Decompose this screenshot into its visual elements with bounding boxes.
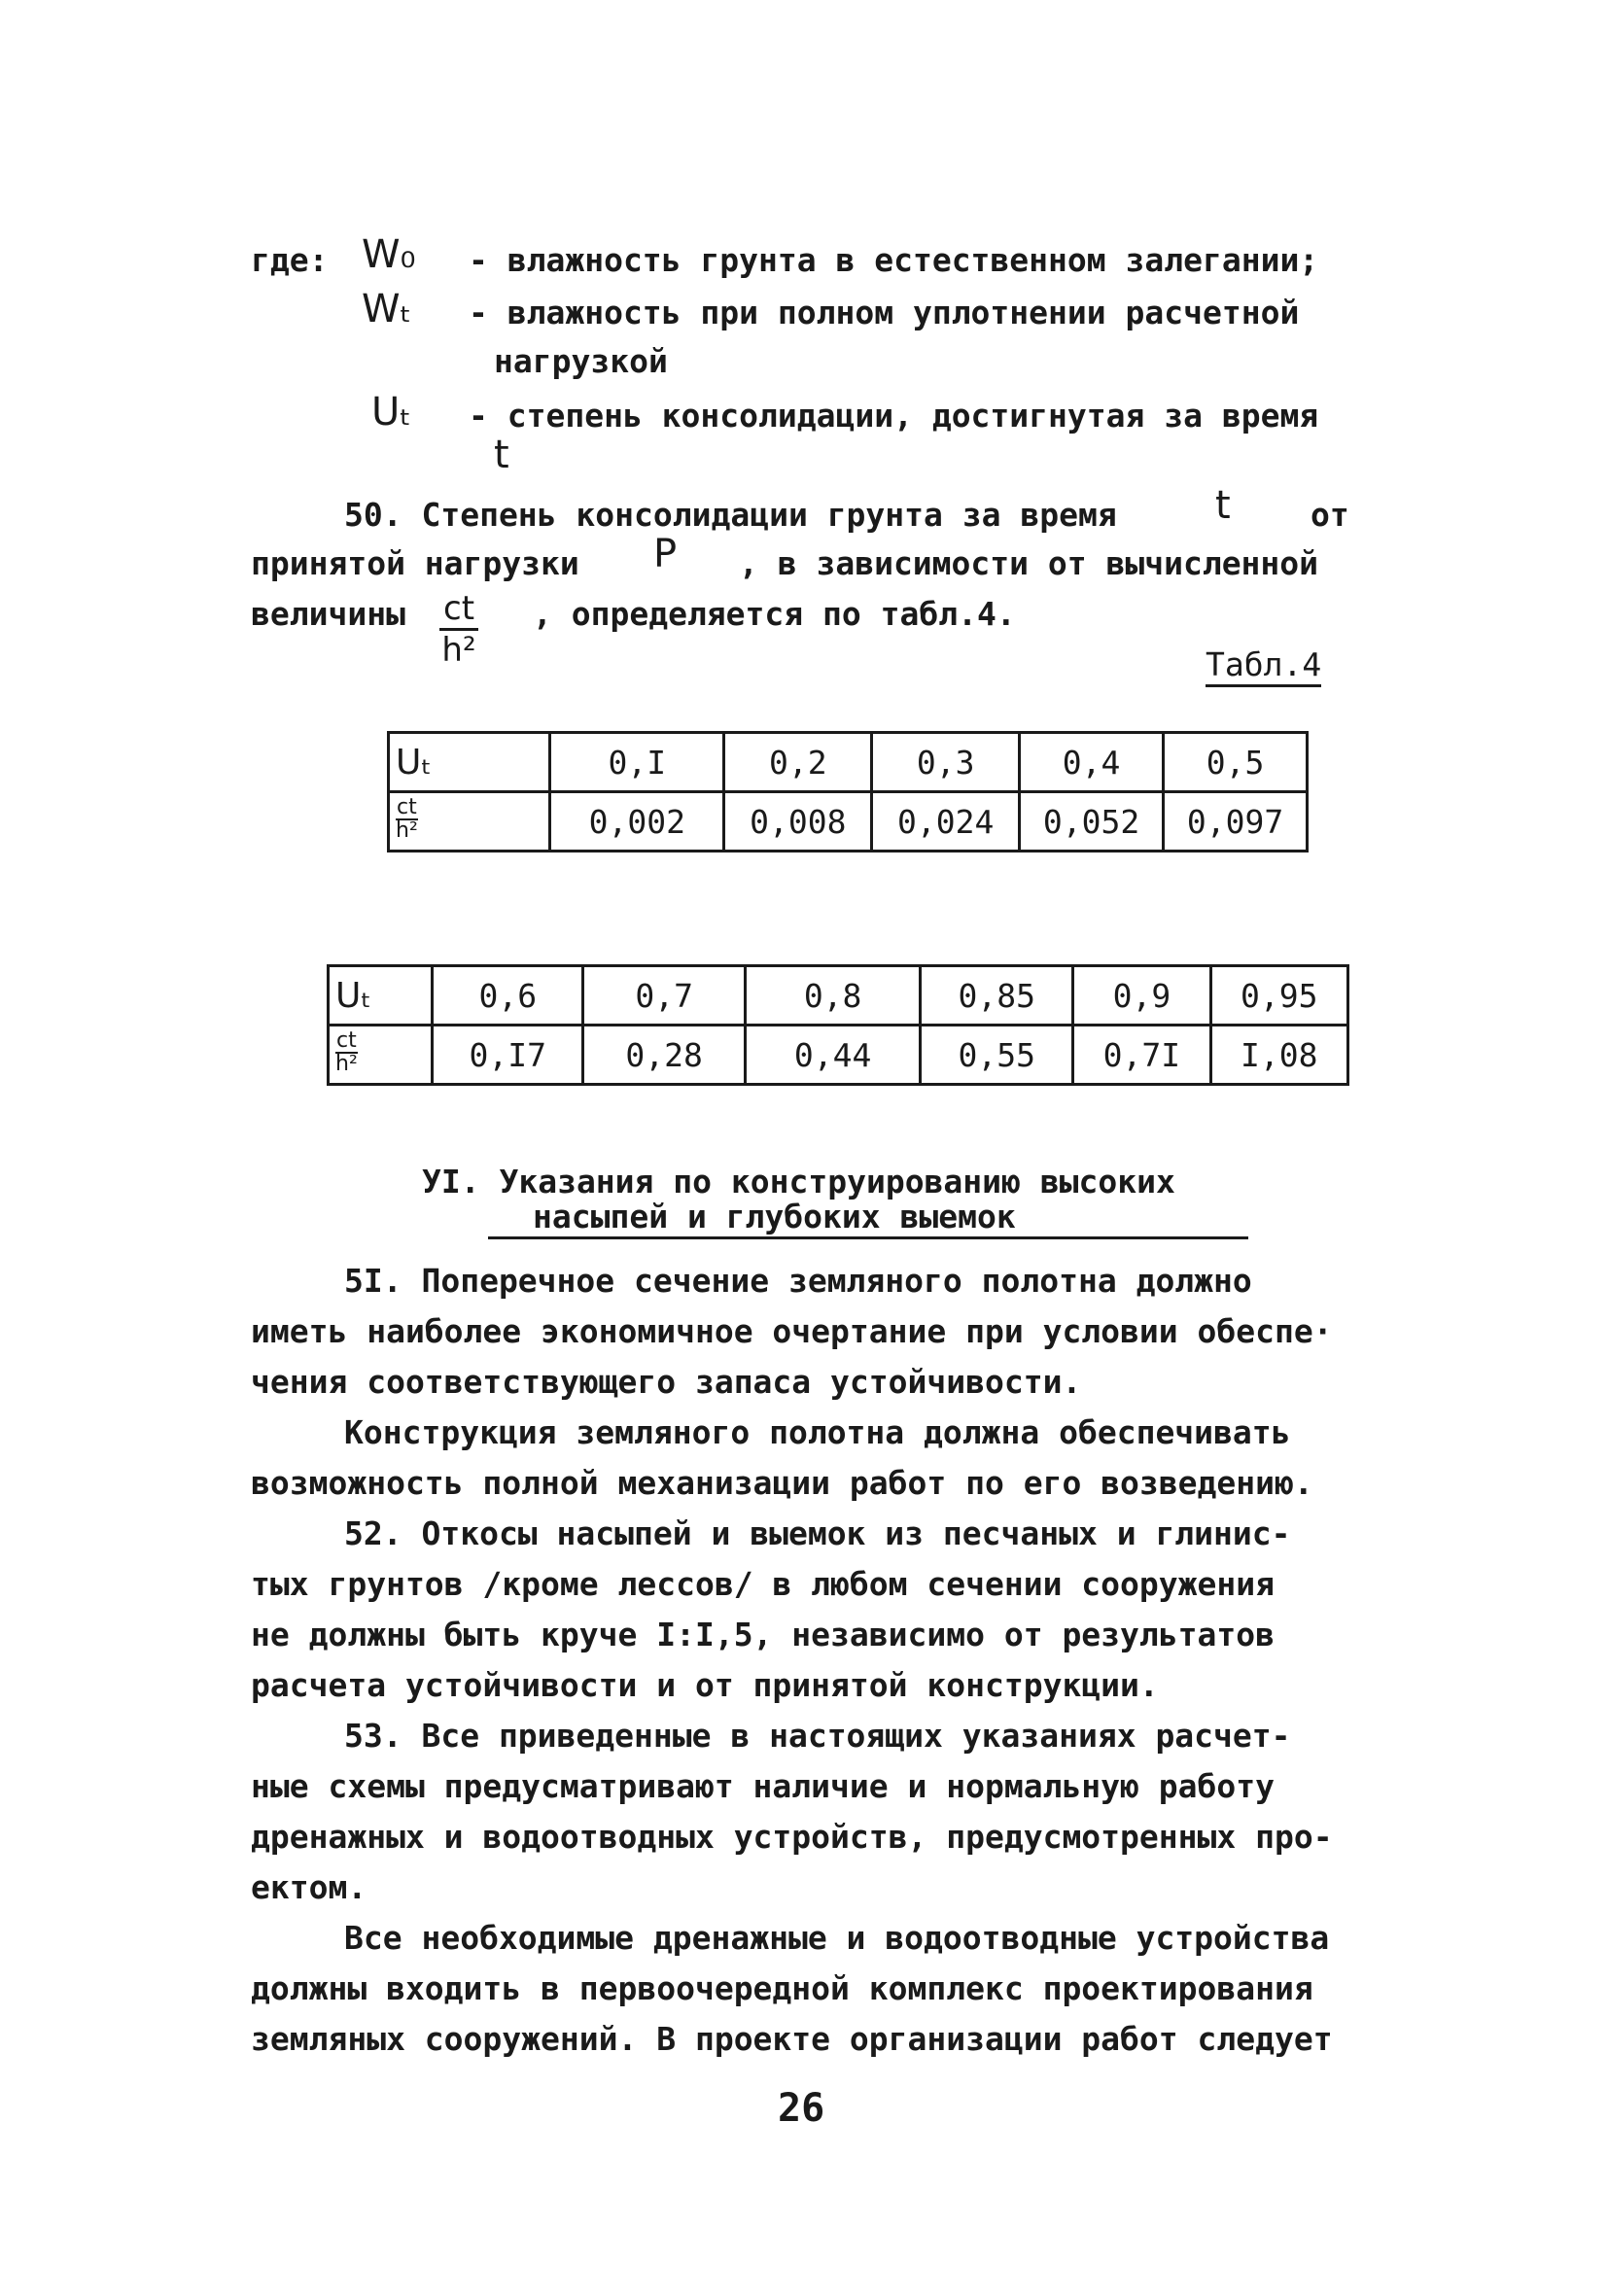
para50-line1-a: 50. Степень консолидации грунта за время bbox=[344, 496, 1117, 534]
table-cell: 0,I bbox=[550, 733, 724, 792]
table-row bbox=[329, 1026, 1348, 1085]
table-cell: 0,008 bbox=[724, 792, 872, 852]
table-cell: 0,097 bbox=[1164, 792, 1308, 852]
body-line: не должны быть круче I:I,5, независимо от результатов bbox=[251, 1616, 1275, 1653]
body-line: расчета устойчивости и от принятой конструкции. bbox=[251, 1666, 1159, 1704]
table-cell: 0,7I bbox=[1073, 1026, 1210, 1085]
table-row bbox=[389, 733, 1308, 792]
fraction-numerator: ct bbox=[439, 589, 478, 631]
definition-ut-text: - степень консолидации, достигнутая за время bbox=[469, 397, 1319, 435]
section-title-line1: УI. Указания по конструированию высоких bbox=[422, 1163, 1175, 1200]
consolidation-table-2 bbox=[327, 964, 1349, 1086]
table-cell: 0,3 bbox=[872, 733, 1020, 792]
para50-line3-b: , определяется по табл.4. bbox=[533, 595, 1016, 633]
para50-line3-a: величины bbox=[251, 595, 405, 633]
fraction-denominator: h² bbox=[441, 631, 476, 670]
para50-line2-a: принятой нагрузки bbox=[251, 544, 579, 582]
body-line: дренажных и водоотводных устройств, предусмотренных про- bbox=[251, 1818, 1333, 1856]
symbol-w0: W₀ bbox=[362, 232, 416, 277]
table-cell: 0,052 bbox=[1020, 792, 1164, 852]
body-line: земляных сооружений. В проекте организации работ следует bbox=[251, 2020, 1333, 2058]
table-cell: I,08 bbox=[1210, 1026, 1347, 1085]
body-line: возможность полной механизации работ по его возведению. bbox=[251, 1464, 1313, 1502]
para50-symbol-p: P bbox=[653, 532, 678, 576]
table-cell: 0,4 bbox=[1020, 733, 1164, 792]
body-line: Все необходимые дренажные и водоотводные устройства bbox=[344, 1919, 1330, 1957]
table-cell: 0,024 bbox=[872, 792, 1020, 852]
body-line: Конструкция земляного полотна должна обеспечивать bbox=[344, 1413, 1291, 1451]
body-line: 5I. Поперечное сечение земляного полотна должно bbox=[344, 1262, 1252, 1300]
table-cell: 0,28 bbox=[583, 1026, 746, 1085]
para50-fraction bbox=[439, 589, 478, 670]
definition-ut-t: t bbox=[494, 433, 509, 477]
table-cell: 0,44 bbox=[745, 1026, 920, 1085]
table-cell: 0,55 bbox=[921, 1026, 1073, 1085]
para50-line1-b: от bbox=[1311, 496, 1349, 534]
table-cell: 0,002 bbox=[550, 792, 724, 852]
table-cell: 0,2 bbox=[724, 733, 872, 792]
section-title-line2: насыпей и глубоких выемок bbox=[533, 1198, 1016, 1235]
ct-h2-fraction bbox=[396, 797, 418, 842]
definition-wt-text: - влажность при полном уплотнении расчетной bbox=[469, 294, 1300, 331]
para50-line2-b: , в зависимости от вычисленной bbox=[739, 544, 1319, 582]
fraction-denominator: h² bbox=[396, 818, 418, 843]
body-line: 53. Все приведенные в настоящих указаниях расчет- bbox=[344, 1717, 1291, 1755]
symbol-wt: Wₜ bbox=[362, 287, 412, 331]
consolidation-table-1 bbox=[387, 731, 1309, 852]
row-label-u: Uₜ bbox=[329, 966, 433, 1026]
row-label-u: Uₜ bbox=[389, 733, 550, 792]
definition-prefix: где: bbox=[251, 241, 329, 279]
table-cell: 0,95 bbox=[1210, 966, 1347, 1026]
para50-symbol-t: t bbox=[1215, 483, 1231, 528]
table-caption: Табл.4 bbox=[1206, 645, 1321, 687]
table-cell: 0,6 bbox=[433, 966, 583, 1026]
table-cell: 0,8 bbox=[745, 966, 920, 1026]
table-cell: 0,7 bbox=[583, 966, 746, 1026]
symbol-ut: Uₜ bbox=[371, 390, 412, 435]
fraction-numerator: ct bbox=[336, 1028, 357, 1053]
body-line: 52. Откосы насыпей и выемок из песчаных и глинис- bbox=[344, 1514, 1291, 1552]
body-line: тых грунтов /кроме лессов/ в любом сечении сооружения bbox=[251, 1565, 1275, 1603]
table-cell: 0,9 bbox=[1073, 966, 1210, 1026]
fraction-denominator: h² bbox=[335, 1052, 358, 1076]
body-line: должны входить в первоочередной комплекс проектирования bbox=[251, 1969, 1313, 2007]
table-row bbox=[329, 966, 1348, 1026]
table-row bbox=[389, 792, 1308, 852]
row-label-ct-h2 bbox=[329, 1026, 433, 1085]
section-title-underline bbox=[488, 1236, 1248, 1239]
body-line: ектом. bbox=[251, 1868, 367, 1906]
fraction-numerator: ct bbox=[397, 795, 417, 819]
body-line: ные схемы предусматривают наличие и нормальную работу bbox=[251, 1767, 1275, 1805]
body-line: иметь наиболее экономичное очертание при условии обеспе· bbox=[251, 1312, 1333, 1350]
definition-w0-text: - влажность грунта в естественном залегании; bbox=[469, 241, 1319, 279]
definition-wt-text2: нагрузкой bbox=[494, 342, 668, 380]
table-cell: 0,I7 bbox=[433, 1026, 583, 1085]
body-line: чения соответствующего запаса устойчивости. bbox=[251, 1363, 1082, 1401]
table-cell: 0,85 bbox=[921, 966, 1073, 1026]
row-label-ct-h2 bbox=[389, 792, 550, 852]
ct-h2-fraction bbox=[335, 1030, 358, 1075]
page-number: 26 bbox=[778, 2086, 825, 2131]
table-cell: 0,5 bbox=[1164, 733, 1308, 792]
